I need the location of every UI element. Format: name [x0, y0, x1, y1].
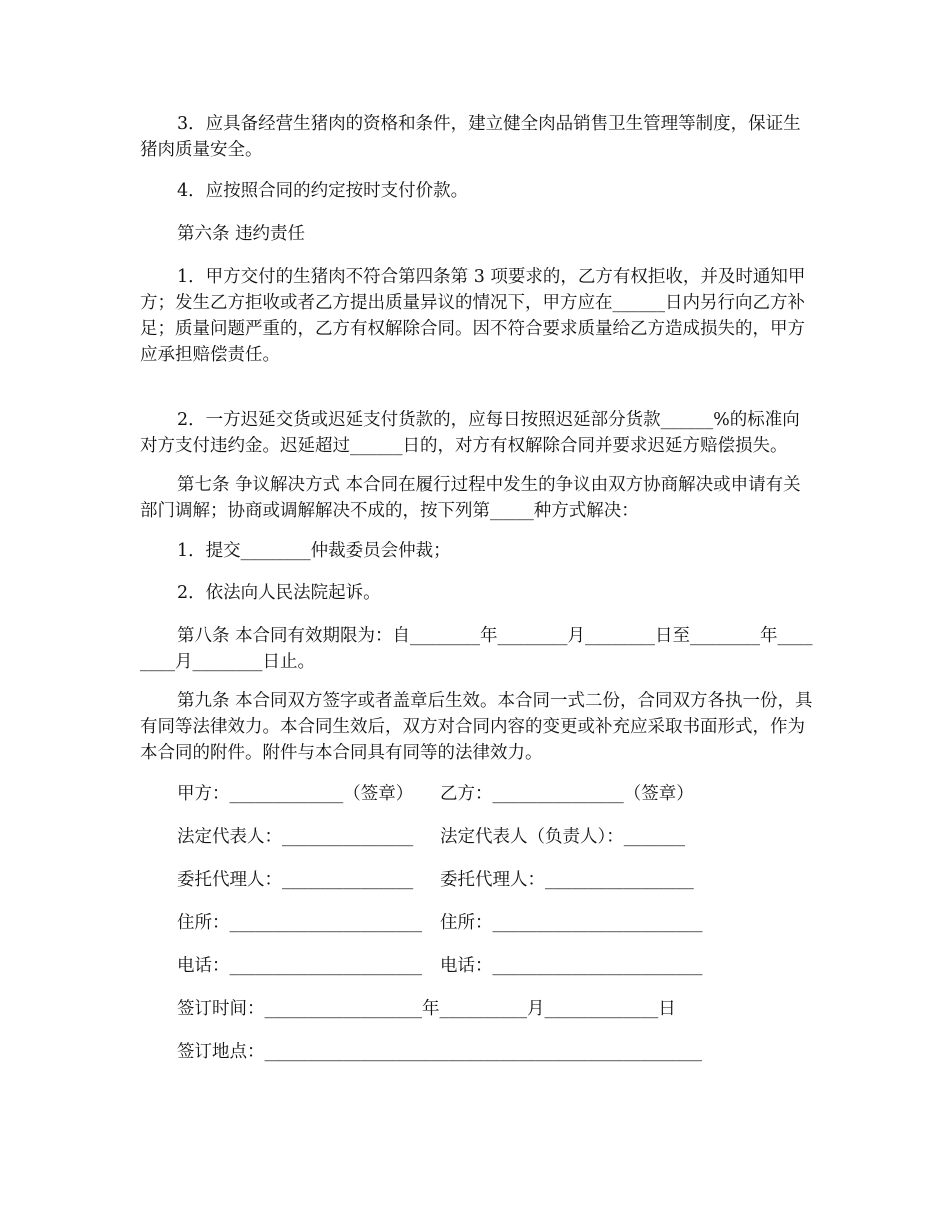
party-b-legal-representative: 法定代表人（负责人）：_______ — [440, 827, 685, 847]
party-b-address: 住所：________________________ — [440, 913, 703, 933]
clause-4: 4．应按照合同的约定按时支付价款。 — [177, 181, 469, 201]
party-a-address: 住所：______________________ — [177, 913, 422, 933]
article-8: 第八条 本合同有效期限为：自________年________月________日至________年________月________日止。 — [140, 626, 813, 672]
party-a-legal-representative: 法定代表人：_______________ — [177, 827, 414, 847]
article-7-option-1: 1．提交________仲裁委员会仲裁； — [177, 541, 451, 561]
party-b-agent: 委托代理人：_________________ — [440, 870, 694, 890]
article-9: 第九条 本合同双方签字或者盖章后生效。本合同一式二份，合同双方各执一份，具有同等法律效力。本合同生效后，双方对合同内容的变更或补充应采取书面形式，作为本合同的附件。附件与本合同具有同等的法律效力。 — [140, 691, 813, 763]
clause-3: 3．应具备经营生猪肉的资格和条件，建立健全肉品销售卫生管理等制度，保证生猪肉质量安全。 — [140, 114, 801, 160]
party-a-agent: 委托代理人：_______________ — [177, 870, 414, 890]
signing-time: 签订时间：__________________年__________月_____________日 — [177, 999, 676, 1019]
signing-place: 签订地点：__________________________________________________ — [177, 1042, 702, 1062]
party-b-signature: 乙方：_______________（签章） — [440, 784, 694, 804]
party-a-signature: 甲方：_____________（签章） — [177, 784, 414, 804]
party-b-phone: 电话：________________________ — [440, 956, 703, 976]
article-7: 第七条 争议解决方式 本合同在履行过程中发生的争议由双方协商解决或申请有关部门调解；协商或调解解决不成的，按下列第_____种方式解决： — [140, 475, 801, 521]
article-6-title: 第六条 违约责任 — [177, 224, 306, 244]
party-a-phone: 电话：______________________ — [177, 956, 422, 976]
article-6-clause-1: 1．甲方交付的生猪肉不符合第四条第 3 项要求的，乙方有权拒收，并及时通知甲方；发生乙方拒收或者乙方提出质量异议的情况下，甲方应在______日内另行向乙方补足；质量问题严重的，乙方有权解除合同。因不符合要求质量给乙方造成损失的，甲方应承担赔偿责任。 — [140, 267, 806, 365]
article-6-clause-2: 2．一方迟延交货或迟延支付货款的，应每日按照迟延部分货款______%的标准向对方支付违约金。迟延超过______日的，对方有权解除合同并要求迟延方赔偿损失。 — [140, 410, 800, 456]
article-7-option-2: 2．依法向人民法院起诉。 — [177, 583, 381, 603]
